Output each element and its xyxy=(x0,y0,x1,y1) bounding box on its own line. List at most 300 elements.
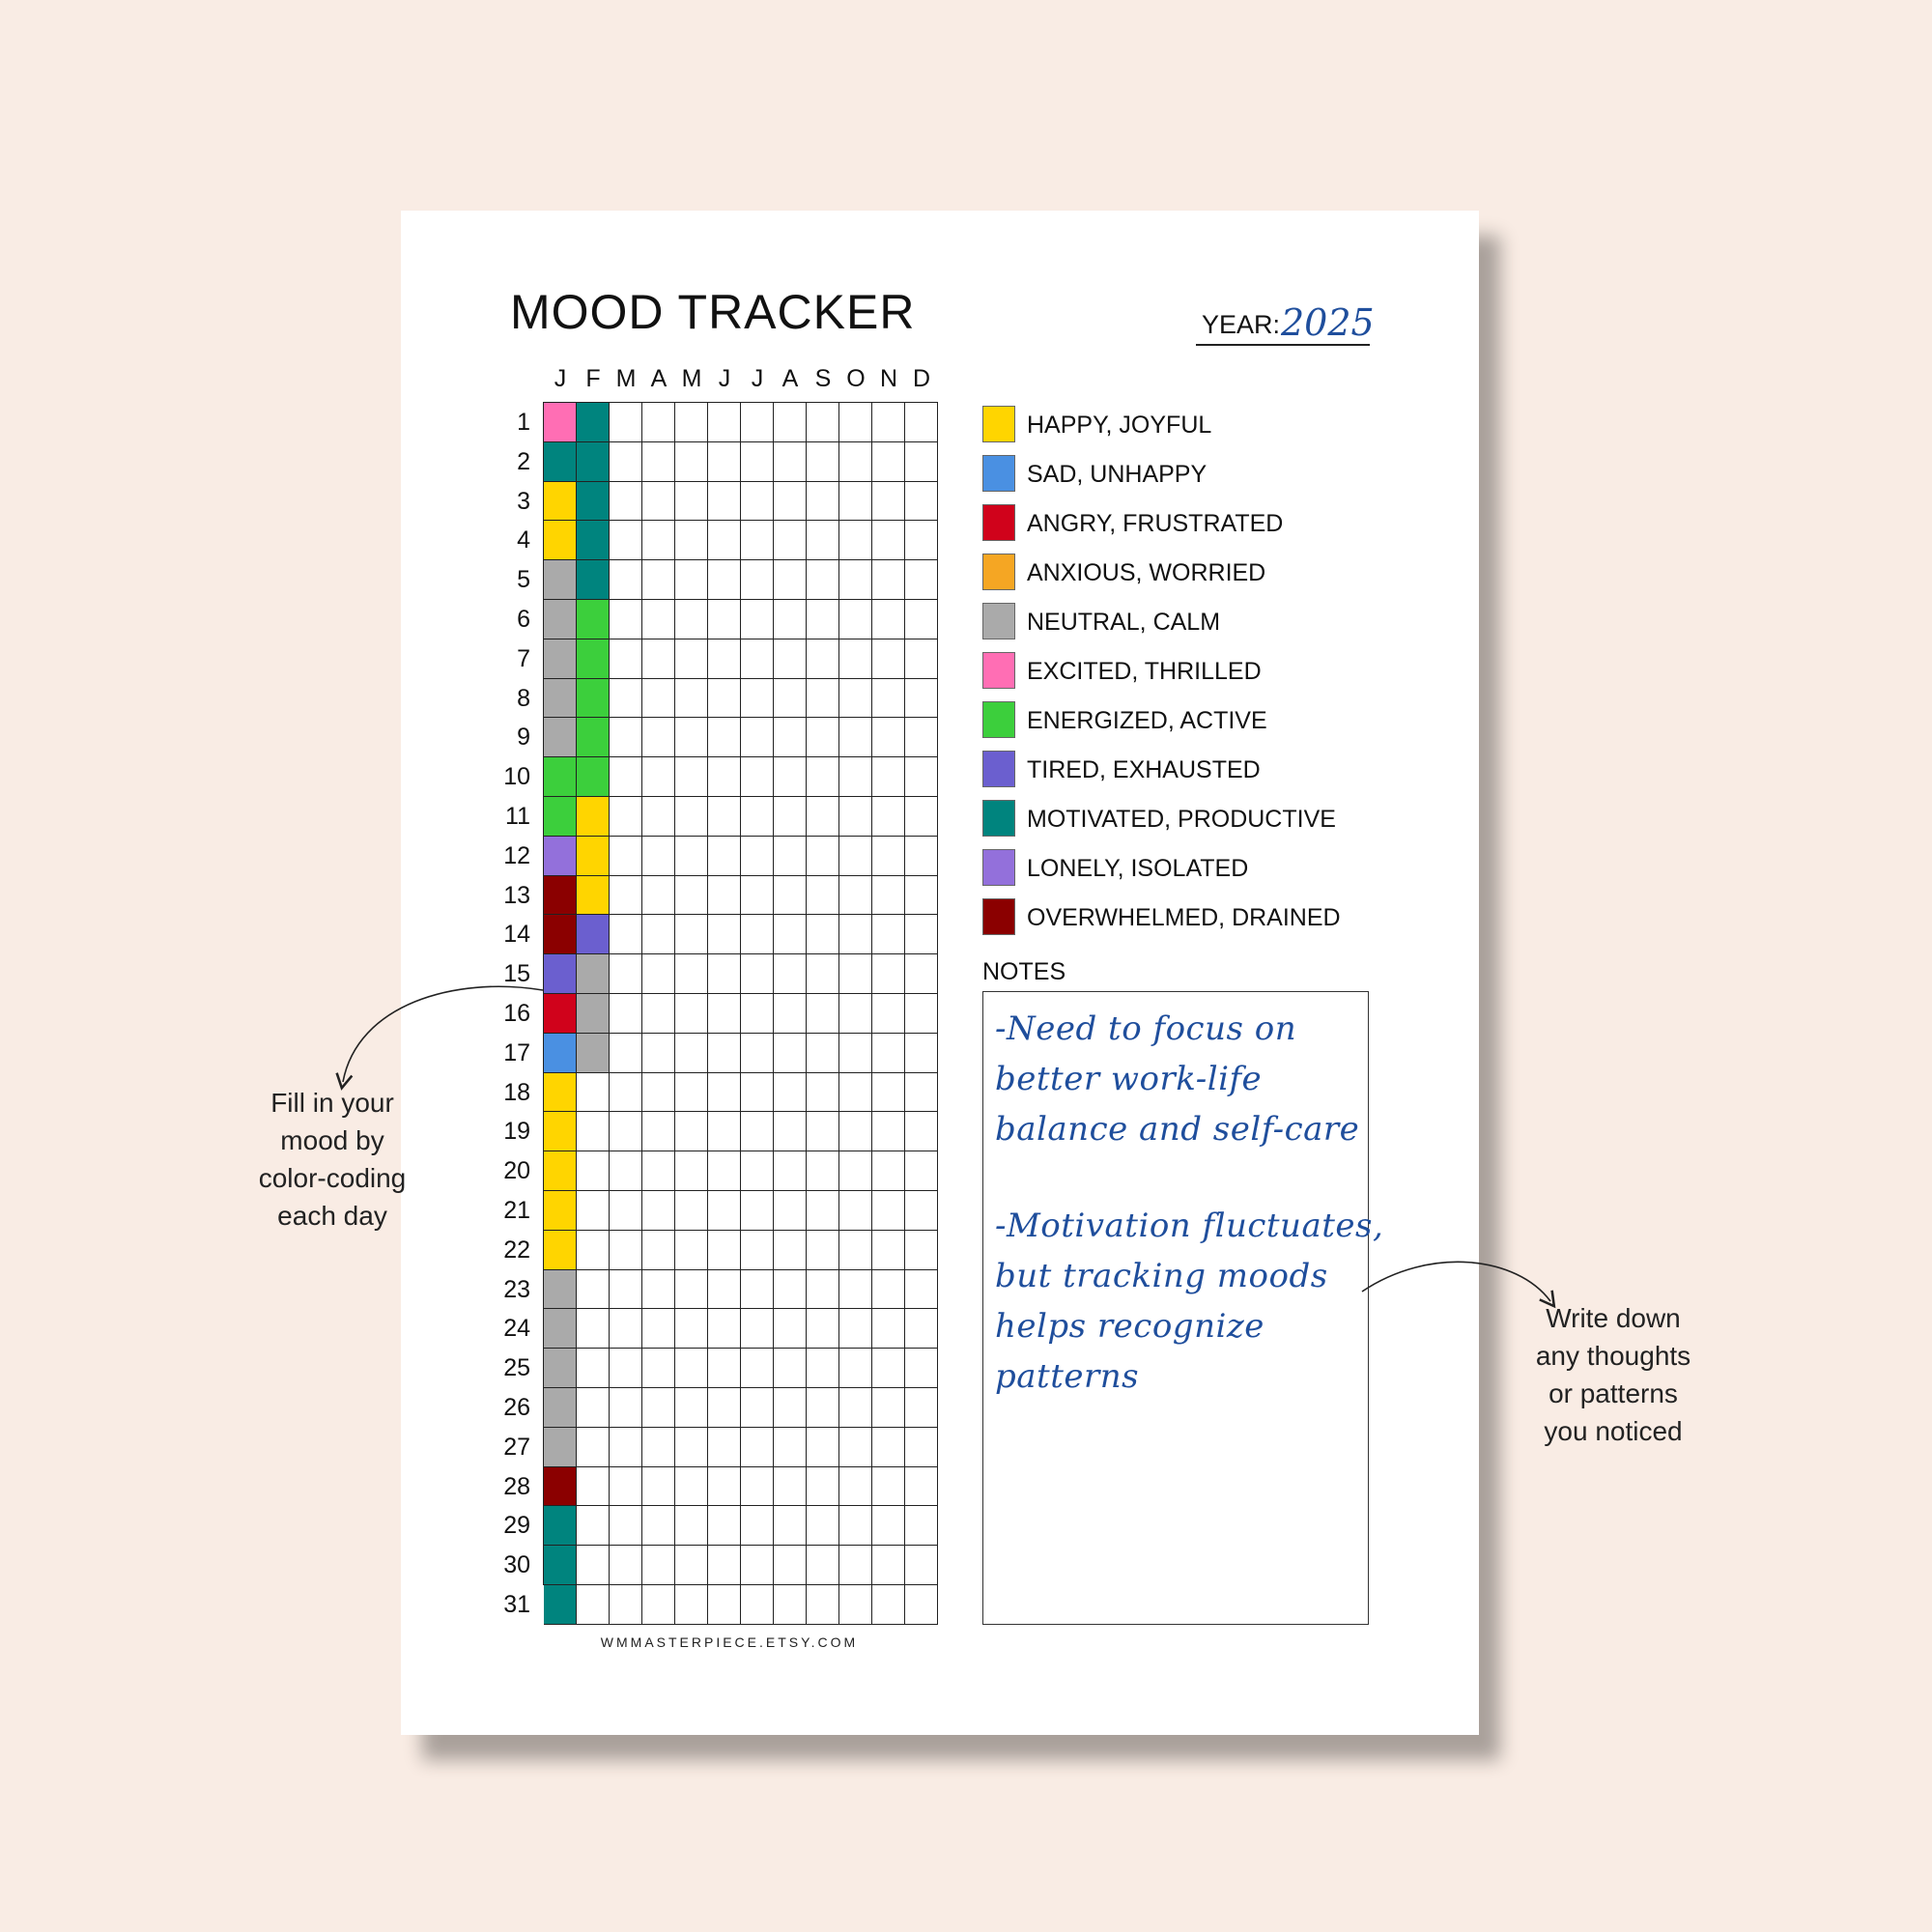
mood-cell[interactable] xyxy=(675,521,708,560)
mood-cell[interactable] xyxy=(774,1546,807,1585)
mood-cell[interactable] xyxy=(905,442,938,482)
mood-cell[interactable] xyxy=(839,1151,872,1191)
mood-cell[interactable] xyxy=(872,442,905,482)
mood-cell[interactable] xyxy=(610,1034,642,1073)
mood-cell[interactable] xyxy=(675,442,708,482)
mood-cell[interactable] xyxy=(839,1231,872,1270)
mood-cell[interactable] xyxy=(839,718,872,757)
mood-cell[interactable] xyxy=(839,1467,872,1507)
mood-cell[interactable] xyxy=(872,1309,905,1349)
mood-cell[interactable] xyxy=(774,482,807,522)
mood-cell[interactable] xyxy=(708,1112,741,1151)
mood-cell[interactable] xyxy=(741,876,774,916)
mood-cell[interactable] xyxy=(741,837,774,876)
mood-cell[interactable] xyxy=(577,1585,610,1625)
mood-cell[interactable] xyxy=(675,639,708,679)
mood-cell[interactable] xyxy=(807,1191,839,1231)
mood-cell[interactable] xyxy=(642,915,675,954)
mood-cell[interactable] xyxy=(807,1388,839,1428)
mood-cell[interactable] xyxy=(741,1467,774,1507)
mood-cell[interactable] xyxy=(872,1428,905,1467)
mood-cell[interactable] xyxy=(807,1231,839,1270)
mood-cell[interactable] xyxy=(544,837,577,876)
mood-cell[interactable] xyxy=(741,1112,774,1151)
mood-cell[interactable] xyxy=(774,1388,807,1428)
mood-cell[interactable] xyxy=(839,1585,872,1625)
year-field[interactable] xyxy=(1196,296,1375,346)
mood-cell[interactable] xyxy=(774,718,807,757)
mood-cell[interactable] xyxy=(839,482,872,522)
mood-cell[interactable] xyxy=(577,1388,610,1428)
mood-cell[interactable] xyxy=(610,1546,642,1585)
mood-cell[interactable] xyxy=(577,1151,610,1191)
mood-cell[interactable] xyxy=(544,442,577,482)
mood-cell[interactable] xyxy=(610,718,642,757)
mood-cell[interactable] xyxy=(774,1231,807,1270)
mood-cell[interactable] xyxy=(610,442,642,482)
mood-cell[interactable] xyxy=(708,482,741,522)
mood-cell[interactable] xyxy=(741,482,774,522)
mood-cell[interactable] xyxy=(642,1349,675,1388)
mood-cell[interactable] xyxy=(675,718,708,757)
mood-cell[interactable] xyxy=(544,1191,577,1231)
mood-cell[interactable] xyxy=(577,837,610,876)
mood-cell[interactable] xyxy=(905,1585,938,1625)
mood-cell[interactable] xyxy=(905,482,938,522)
mood-cell[interactable] xyxy=(905,1388,938,1428)
mood-cell[interactable] xyxy=(610,757,642,797)
mood-cell[interactable] xyxy=(544,1506,577,1546)
mood-cell[interactable] xyxy=(839,1309,872,1349)
mood-cell[interactable] xyxy=(675,560,708,600)
mood-cell[interactable] xyxy=(807,1034,839,1073)
mood-cell[interactable] xyxy=(905,600,938,639)
mood-cell[interactable] xyxy=(544,994,577,1034)
mood-cell[interactable] xyxy=(741,560,774,600)
mood-cell[interactable] xyxy=(544,679,577,719)
mood-cell[interactable] xyxy=(675,1428,708,1467)
mood-cell[interactable] xyxy=(610,1112,642,1151)
mood-cell[interactable] xyxy=(774,1506,807,1546)
mood-cell[interactable] xyxy=(708,639,741,679)
mood-cell[interactable] xyxy=(741,639,774,679)
mood-cell[interactable] xyxy=(544,1546,577,1585)
mood-cell[interactable] xyxy=(905,1506,938,1546)
mood-cell[interactable] xyxy=(839,1191,872,1231)
mood-cell[interactable] xyxy=(872,1506,905,1546)
mood-cell[interactable] xyxy=(675,1467,708,1507)
mood-cell[interactable] xyxy=(610,1585,642,1625)
mood-cell[interactable] xyxy=(675,954,708,994)
mood-cell[interactable] xyxy=(807,1151,839,1191)
mood-cell[interactable] xyxy=(577,482,610,522)
mood-cell[interactable] xyxy=(544,876,577,916)
mood-cell[interactable] xyxy=(708,1034,741,1073)
mood-cell[interactable] xyxy=(577,1270,610,1310)
mood-cell[interactable] xyxy=(839,1270,872,1310)
mood-cell[interactable] xyxy=(741,1151,774,1191)
mood-cell[interactable] xyxy=(807,837,839,876)
mood-cell[interactable] xyxy=(905,1428,938,1467)
mood-cell[interactable] xyxy=(741,679,774,719)
mood-cell[interactable] xyxy=(544,954,577,994)
mood-cell[interactable] xyxy=(610,1270,642,1310)
mood-cell[interactable] xyxy=(675,915,708,954)
mood-cell[interactable] xyxy=(610,876,642,916)
mood-cell[interactable] xyxy=(577,1309,610,1349)
mood-cell[interactable] xyxy=(839,560,872,600)
mood-cell[interactable] xyxy=(839,797,872,837)
mood-cell[interactable] xyxy=(642,837,675,876)
mood-cell[interactable] xyxy=(774,837,807,876)
mood-cell[interactable] xyxy=(577,1546,610,1585)
mood-cell[interactable] xyxy=(577,403,610,442)
mood-cell[interactable] xyxy=(905,1112,938,1151)
mood-cell[interactable] xyxy=(577,442,610,482)
mood-cell[interactable] xyxy=(905,1151,938,1191)
mood-cell[interactable] xyxy=(905,1309,938,1349)
mood-cell[interactable] xyxy=(544,718,577,757)
mood-cell[interactable] xyxy=(774,679,807,719)
mood-cell[interactable] xyxy=(610,1151,642,1191)
mood-cell[interactable] xyxy=(544,1309,577,1349)
mood-cell[interactable] xyxy=(642,954,675,994)
mood-cell[interactable] xyxy=(708,915,741,954)
mood-cell[interactable] xyxy=(642,1270,675,1310)
mood-cell[interactable] xyxy=(675,1270,708,1310)
mood-cell[interactable] xyxy=(872,797,905,837)
mood-cell[interactable] xyxy=(610,1073,642,1113)
mood-cell[interactable] xyxy=(872,1585,905,1625)
mood-cell[interactable] xyxy=(610,1191,642,1231)
mood-cell[interactable] xyxy=(642,1467,675,1507)
mood-cell[interactable] xyxy=(839,1349,872,1388)
mood-cell[interactable] xyxy=(839,521,872,560)
mood-cell[interactable] xyxy=(577,1349,610,1388)
mood-cell[interactable] xyxy=(807,994,839,1034)
mood-cell[interactable] xyxy=(807,679,839,719)
mood-cell[interactable] xyxy=(675,1073,708,1113)
mood-cell[interactable] xyxy=(708,718,741,757)
mood-cell[interactable] xyxy=(642,560,675,600)
mood-cell[interactable] xyxy=(774,442,807,482)
mood-cell[interactable] xyxy=(741,1428,774,1467)
mood-cell[interactable] xyxy=(708,442,741,482)
mood-cell[interactable] xyxy=(675,1191,708,1231)
mood-cell[interactable] xyxy=(610,639,642,679)
mood-grid[interactable] xyxy=(544,403,938,1585)
mood-cell[interactable] xyxy=(807,482,839,522)
mood-cell[interactable] xyxy=(807,560,839,600)
mood-cell[interactable] xyxy=(610,1231,642,1270)
mood-cell[interactable] xyxy=(839,994,872,1034)
mood-cell[interactable] xyxy=(872,876,905,916)
mood-cell[interactable] xyxy=(708,954,741,994)
mood-cell[interactable] xyxy=(807,718,839,757)
mood-cell[interactable] xyxy=(577,1034,610,1073)
mood-cell[interactable] xyxy=(675,1506,708,1546)
mood-cell[interactable] xyxy=(610,1506,642,1546)
mood-cell[interactable] xyxy=(610,482,642,522)
mood-cell[interactable] xyxy=(610,1309,642,1349)
mood-cell[interactable] xyxy=(905,1546,938,1585)
mood-cell[interactable] xyxy=(610,797,642,837)
mood-cell[interactable] xyxy=(872,1546,905,1585)
mood-cell[interactable] xyxy=(872,1270,905,1310)
mood-cell[interactable] xyxy=(741,994,774,1034)
mood-cell[interactable] xyxy=(839,403,872,442)
mood-cell[interactable] xyxy=(642,1112,675,1151)
mood-cell[interactable] xyxy=(577,521,610,560)
mood-cell[interactable] xyxy=(807,876,839,916)
mood-cell[interactable] xyxy=(708,1428,741,1467)
mood-cell[interactable] xyxy=(905,1191,938,1231)
mood-cell[interactable] xyxy=(675,679,708,719)
mood-cell[interactable] xyxy=(839,1428,872,1467)
mood-cell[interactable] xyxy=(774,757,807,797)
mood-cell[interactable] xyxy=(872,560,905,600)
mood-cell[interactable] xyxy=(872,1388,905,1428)
mood-cell[interactable] xyxy=(642,442,675,482)
mood-cell[interactable] xyxy=(839,915,872,954)
mood-cell[interactable] xyxy=(905,994,938,1034)
mood-cell[interactable] xyxy=(807,1309,839,1349)
mood-cell[interactable] xyxy=(544,1151,577,1191)
mood-cell[interactable] xyxy=(905,797,938,837)
mood-cell[interactable] xyxy=(544,797,577,837)
mood-cell[interactable] xyxy=(642,600,675,639)
mood-cell[interactable] xyxy=(807,521,839,560)
mood-cell[interactable] xyxy=(807,1546,839,1585)
mood-cell[interactable] xyxy=(839,1546,872,1585)
mood-cell[interactable] xyxy=(675,1585,708,1625)
mood-cell[interactable] xyxy=(708,1151,741,1191)
mood-cell[interactable] xyxy=(675,1034,708,1073)
mood-cell[interactable] xyxy=(675,1231,708,1270)
mood-cell[interactable] xyxy=(807,1506,839,1546)
mood-cell[interactable] xyxy=(675,1309,708,1349)
mood-cell[interactable] xyxy=(741,1388,774,1428)
mood-cell[interactable] xyxy=(774,797,807,837)
mood-cell[interactable] xyxy=(577,797,610,837)
mood-cell[interactable] xyxy=(905,837,938,876)
mood-cell[interactable] xyxy=(872,600,905,639)
mood-cell[interactable] xyxy=(544,1585,577,1625)
mood-cell[interactable] xyxy=(905,1270,938,1310)
mood-cell[interactable] xyxy=(544,1428,577,1467)
mood-cell[interactable] xyxy=(610,1388,642,1428)
mood-cell[interactable] xyxy=(774,639,807,679)
mood-cell[interactable] xyxy=(642,521,675,560)
mood-cell[interactable] xyxy=(642,797,675,837)
mood-cell[interactable] xyxy=(708,797,741,837)
mood-cell[interactable] xyxy=(642,1388,675,1428)
mood-cell[interactable] xyxy=(807,1467,839,1507)
mood-cell[interactable] xyxy=(872,1349,905,1388)
mood-cell[interactable] xyxy=(774,876,807,916)
mood-cell[interactable] xyxy=(708,876,741,916)
mood-cell[interactable] xyxy=(872,1112,905,1151)
mood-cell[interactable] xyxy=(774,1151,807,1191)
mood-cell[interactable] xyxy=(544,1034,577,1073)
mood-cell[interactable] xyxy=(807,1349,839,1388)
mood-cell[interactable] xyxy=(774,1309,807,1349)
mood-cell[interactable] xyxy=(544,482,577,522)
mood-cell[interactable] xyxy=(741,442,774,482)
mood-cell[interactable] xyxy=(544,1467,577,1507)
mood-cell[interactable] xyxy=(839,876,872,916)
mood-cell[interactable] xyxy=(675,1349,708,1388)
mood-cell[interactable] xyxy=(610,994,642,1034)
mood-cell[interactable] xyxy=(905,718,938,757)
mood-cell[interactable] xyxy=(905,1349,938,1388)
mood-cell[interactable] xyxy=(807,915,839,954)
mood-cell[interactable] xyxy=(741,1073,774,1113)
mood-cell[interactable] xyxy=(872,521,905,560)
mood-cell[interactable] xyxy=(741,1191,774,1231)
mood-cell[interactable] xyxy=(741,403,774,442)
mood-cell[interactable] xyxy=(839,600,872,639)
mood-cell[interactable] xyxy=(610,954,642,994)
mood-cell[interactable] xyxy=(642,403,675,442)
mood-cell[interactable] xyxy=(839,837,872,876)
mood-cell[interactable] xyxy=(905,876,938,916)
mood-cell[interactable] xyxy=(807,1585,839,1625)
mood-cell[interactable] xyxy=(807,639,839,679)
mood-cell[interactable] xyxy=(544,915,577,954)
mood-cell[interactable] xyxy=(544,1388,577,1428)
mood-cell[interactable] xyxy=(872,837,905,876)
mood-cell[interactable] xyxy=(642,639,675,679)
mood-cell[interactable] xyxy=(675,876,708,916)
mood-cell[interactable] xyxy=(872,403,905,442)
mood-cell[interactable] xyxy=(544,403,577,442)
mood-cell[interactable] xyxy=(708,994,741,1034)
mood-cell[interactable] xyxy=(872,757,905,797)
mood-cell[interactable] xyxy=(642,718,675,757)
mood-cell[interactable] xyxy=(774,1270,807,1310)
mood-cell[interactable] xyxy=(872,639,905,679)
mood-cell[interactable] xyxy=(642,1428,675,1467)
mood-cell[interactable] xyxy=(708,1309,741,1349)
mood-cell[interactable] xyxy=(872,1073,905,1113)
mood-cell[interactable] xyxy=(774,1034,807,1073)
mood-cell[interactable] xyxy=(807,954,839,994)
mood-cell[interactable] xyxy=(774,521,807,560)
mood-cell[interactable] xyxy=(544,560,577,600)
mood-cell[interactable] xyxy=(577,600,610,639)
mood-cell[interactable] xyxy=(577,954,610,994)
mood-cell[interactable] xyxy=(872,915,905,954)
mood-cell[interactable] xyxy=(544,1112,577,1151)
mood-cell[interactable] xyxy=(774,1428,807,1467)
mood-cell[interactable] xyxy=(905,757,938,797)
mood-cell[interactable] xyxy=(577,1073,610,1113)
mood-cell[interactable] xyxy=(577,757,610,797)
mood-cell[interactable] xyxy=(577,1506,610,1546)
mood-cell[interactable] xyxy=(807,1112,839,1151)
mood-cell[interactable] xyxy=(839,1073,872,1113)
mood-cell[interactable] xyxy=(807,442,839,482)
mood-cell[interactable] xyxy=(905,915,938,954)
mood-cell[interactable] xyxy=(708,1073,741,1113)
mood-cell[interactable] xyxy=(708,560,741,600)
mood-cell[interactable] xyxy=(872,1231,905,1270)
mood-cell[interactable] xyxy=(544,1349,577,1388)
mood-cell[interactable] xyxy=(708,757,741,797)
mood-cell[interactable] xyxy=(675,1388,708,1428)
mood-cell[interactable] xyxy=(708,1388,741,1428)
mood-cell[interactable] xyxy=(577,1191,610,1231)
mood-cell[interactable] xyxy=(774,994,807,1034)
mood-cell[interactable] xyxy=(905,1231,938,1270)
mood-cell[interactable] xyxy=(577,1428,610,1467)
mood-cell[interactable] xyxy=(774,1349,807,1388)
mood-cell[interactable] xyxy=(741,1034,774,1073)
mood-cell[interactable] xyxy=(774,1585,807,1625)
mood-cell[interactable] xyxy=(872,994,905,1034)
mood-cell[interactable] xyxy=(807,600,839,639)
mood-cell[interactable] xyxy=(741,718,774,757)
mood-cell[interactable] xyxy=(642,1151,675,1191)
mood-cell[interactable] xyxy=(708,1506,741,1546)
mood-cell[interactable] xyxy=(577,560,610,600)
mood-cell[interactable] xyxy=(544,639,577,679)
mood-cell[interactable] xyxy=(675,797,708,837)
mood-cell[interactable] xyxy=(741,1546,774,1585)
mood-cell[interactable] xyxy=(675,1112,708,1151)
mood-cell[interactable] xyxy=(577,1112,610,1151)
mood-cell[interactable] xyxy=(610,915,642,954)
mood-cell[interactable] xyxy=(708,521,741,560)
mood-cell[interactable] xyxy=(544,1073,577,1113)
mood-cell[interactable] xyxy=(741,915,774,954)
mood-cell[interactable] xyxy=(642,1191,675,1231)
mood-cell[interactable] xyxy=(675,757,708,797)
mood-cell[interactable] xyxy=(642,1309,675,1349)
mood-cell[interactable] xyxy=(774,600,807,639)
mood-cell[interactable] xyxy=(872,1034,905,1073)
mood-cell[interactable] xyxy=(544,1270,577,1310)
mood-cell[interactable] xyxy=(774,560,807,600)
mood-cell[interactable] xyxy=(544,757,577,797)
mood-cell[interactable] xyxy=(807,797,839,837)
mood-cell[interactable] xyxy=(839,679,872,719)
mood-cell[interactable] xyxy=(610,1349,642,1388)
mood-cell[interactable] xyxy=(675,600,708,639)
mood-cell[interactable] xyxy=(675,403,708,442)
mood-cell[interactable] xyxy=(610,1467,642,1507)
mood-cell[interactable] xyxy=(642,1546,675,1585)
mood-cell[interactable] xyxy=(839,757,872,797)
mood-cell[interactable] xyxy=(839,1388,872,1428)
mood-cell[interactable] xyxy=(774,1467,807,1507)
mood-cell[interactable] xyxy=(610,403,642,442)
mood-cell[interactable] xyxy=(610,1428,642,1467)
mood-cell[interactable] xyxy=(675,482,708,522)
notes-box[interactable] xyxy=(982,991,1384,1625)
mood-cell[interactable] xyxy=(610,521,642,560)
mood-cell[interactable] xyxy=(642,994,675,1034)
mood-cell[interactable] xyxy=(577,1467,610,1507)
mood-cell[interactable] xyxy=(741,521,774,560)
mood-cell[interactable] xyxy=(708,1546,741,1585)
mood-cell[interactable] xyxy=(905,1034,938,1073)
mood-cell[interactable] xyxy=(610,560,642,600)
mood-cell[interactable] xyxy=(905,639,938,679)
mood-cell[interactable] xyxy=(872,482,905,522)
mood-cell[interactable] xyxy=(839,639,872,679)
